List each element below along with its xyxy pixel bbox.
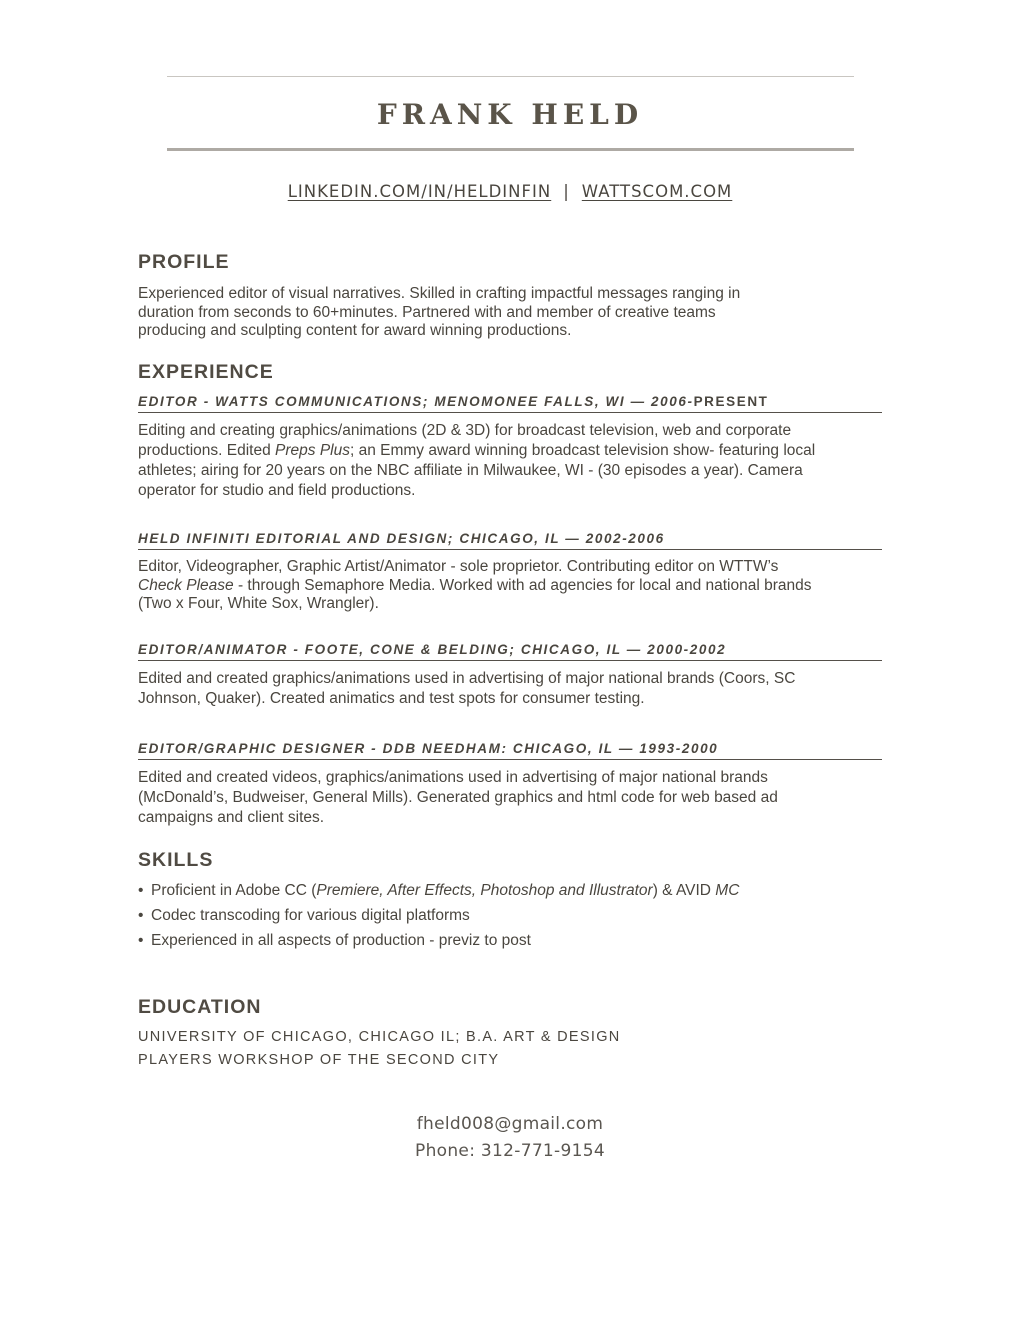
job-description-watts [138, 421, 882, 501]
job-line: operator for studio and field productions. [138, 482, 416, 499]
job-line: Editor, Videographer, Graphic Artist/Animator - sole proprietor. Contributing editor on WTTW’s [138, 558, 779, 575]
profile-line: duration from seconds to 60+minutes. Partnered with and member of creative teams [138, 303, 716, 321]
link-separator: | [563, 182, 570, 201]
header-top-rule [167, 76, 854, 77]
job-line: Editing and creating graphics/animations (2D & 3D) for broadcast television, web and corporate [138, 422, 792, 439]
job-heading-text: EDITOR/GRAPHIC DESIGNER - DDB NEEDHAM: CHICAGO, IL — 1993-2000 [138, 741, 719, 756]
skill-item: • Codec transcoding for various digital platforms [138, 907, 470, 924]
profile-text [138, 285, 882, 341]
website-link[interactable]: WATTSCOM.COM [581, 182, 733, 201]
skills-heading: SKILLS [138, 849, 214, 871]
job-heading-watts [138, 394, 882, 413]
job-line: Check Please - through Semaphore Media. Worked with ad agencies for local and national brands [138, 576, 812, 594]
job-heading-end: PRESENT [693, 394, 769, 409]
education-item: UNIVERSITY OF CHICAGO, CHICAGO IL; B.A. ART & DESIGN [138, 1029, 621, 1045]
linkedin-link[interactable]: LINKEDIN.COM/IN/HELDINFIN [287, 182, 552, 201]
job-line: campaigns and client sites. [138, 809, 325, 826]
job-line: productions. Edited Preps Plus; an Emmy award winning broadcast television show- featuring local [138, 442, 816, 459]
contact-email: fheld008@gmail.com [416, 1114, 604, 1134]
contact-phone: Phone: 312-771-9154 [415, 1141, 605, 1161]
header-bottom-rule [167, 148, 854, 151]
header-links [0, 182, 1020, 201]
education-heading: EDUCATION [138, 996, 262, 1018]
job-line: (Two x Four, White Sox, Wrangler). [138, 595, 379, 612]
job-heading-text: HELD INFINITI EDITORIAL AND DESIGN; CHICAGO, IL — 2002-2006 [138, 531, 665, 546]
skill-item: • Proficient in Adobe CC (Premiere, After Effects, Photoshop and Illustrator) & AVID MC [138, 882, 740, 899]
job-description-held-infiniti [138, 558, 882, 614]
job-heading-held-infiniti [138, 531, 882, 550]
profile-heading: PROFILE [138, 251, 230, 273]
job-line: Edited and created graphics/animations used in advertising of major national brands (Coors, SC [138, 670, 796, 687]
job-heading-text: EDITOR/ANIMATOR - FOOTE, CONE & BELDING; CHICAGO, IL — 2000-2002 [138, 642, 727, 657]
skills-list [138, 878, 882, 953]
job-description-ddb [138, 768, 882, 828]
job-line: Edited and created videos, graphics/animations used in advertising of major national brands [138, 769, 768, 786]
job-heading-text: EDITOR - WATTS COMMUNICATIONS; MENOMONEE FALLS, WI — 2006- [138, 394, 694, 409]
experience-heading: EXPERIENCE [138, 361, 274, 383]
job-line: (McDonald’s, Budweiser, General Mills). Generated graphics and html code for web based ad [138, 789, 778, 806]
skill-item: • Experienced in all aspects of production - previz to post [138, 932, 531, 949]
job-heading-fcb [138, 642, 882, 661]
job-description-fcb [138, 669, 882, 709]
job-heading-ddb [138, 741, 882, 760]
job-line: Johnson, Quaker). Created animatics and test spots for consumer testing. [138, 690, 645, 707]
profile-line: producing and sculpting content for award winning productions. [138, 322, 572, 339]
resume-name: FRANK HELD [376, 98, 644, 131]
education-item: PLAYERS WORKSHOP OF THE SECOND CITY [138, 1052, 500, 1068]
job-line: athletes; airing for 20 years on the NBC affiliate in Milwaukee, WI - (30 episodes a year). Camera [138, 462, 803, 479]
profile-line: Experienced editor of visual narratives. Skilled in crafting impactful messages ranging in [138, 285, 741, 302]
